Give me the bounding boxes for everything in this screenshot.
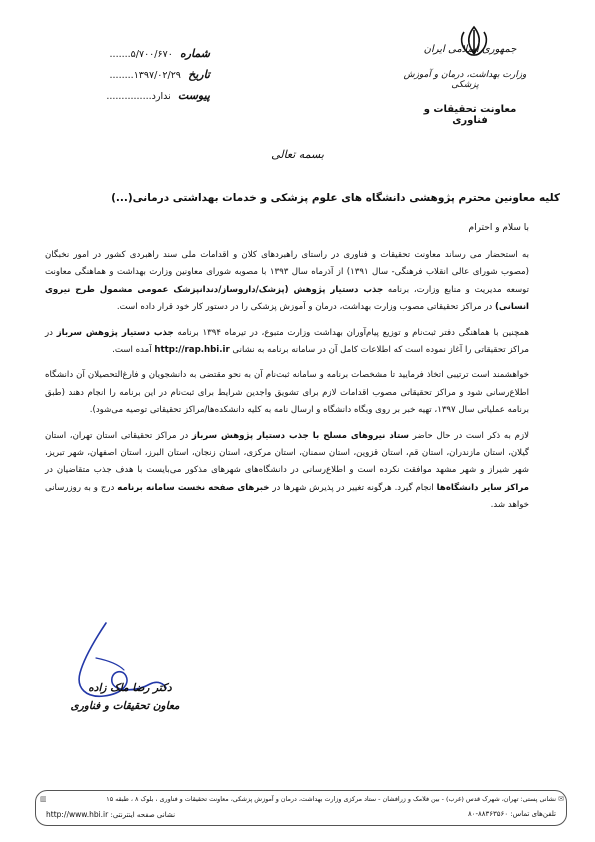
p4-bold-3: خبرهای صفحه نخست سامانه برنامه <box>117 482 270 493</box>
letter-date-row <box>60 65 210 86</box>
p1-text: به استحضار می رساند معاونت تحقیقات و فناوری در راستای راهبردهای کلان و اقدامات ملی سند راهبردی کشور در امور نخبگان (مصوب شورای عالی انقلاب فرهنگی- سال ۱۳۹۱) از آذرماه سال ۱۳۹۳ با مصوبه شورای معاونین وزارت بهداشت و هماهنگی معاونت توسعه مدیریت و منابع وزارت، برنامه <box>45 250 529 295</box>
letter-body <box>45 247 529 523</box>
paragraph-2 <box>45 325 529 360</box>
p4-text: لازم به ذکر است در حال حاضر <box>412 430 530 441</box>
signer-name: دکتر رضا ملک زاده <box>88 682 172 694</box>
p2-text-mid: در مراکز تحقیقاتی را آغاز نموده است که اطلاعات کامل آن در سامانه برنامه به نشانی <box>45 327 529 356</box>
p1-text-end: در مراکز تحقیقاتی مصوب وزارت بهداشت، درمان و آموزش پزشکی را در دستور کار خود قرار داده است. <box>116 302 493 313</box>
signer-title: معاون تحقیقات و فناوری <box>70 700 180 712</box>
p4-text-mid: در مراکز تحقیقاتی استان تهران، استان گیلان، استان مازندران، استان قم، استان قزوین، استان سمنان، استان مرکزی، استان زنجان، استان البرز، استان اصفهان، شهر تبریز، شهر شیراز و شهر مشهد موافقت نکرده است و اطلاع‌رسانی در دانشگاه‌های شهرهای مذکور می‌بایست با هدف جذب متقاضیان در <box>45 430 529 476</box>
letter-attachment-label: پیوست <box>177 89 210 102</box>
letter-number-label: شماره <box>179 47 210 60</box>
paragraph-1 <box>45 247 529 317</box>
p4-bold: ستاد نیروهای مسلح با جذب دستیار پژوهش سرباز <box>191 430 409 441</box>
program-url-link[interactable]: http://rap.hbi.ir <box>154 345 230 356</box>
footer-website-link[interactable]: http://www.hbi.ir <box>46 810 109 819</box>
footer-website <box>46 810 175 819</box>
p4-bold-2: مراکز سایر دانشگاه‌ها <box>436 482 529 493</box>
building-icon: ▥ <box>40 795 47 803</box>
greeting: با سلام و احترام <box>468 223 529 233</box>
letter-attachment-value: ندارد............... <box>106 91 171 102</box>
ministry-name-full: وزارت بهداشت، درمان و آموزش پزشکی <box>403 70 527 90</box>
footer-phone: تلفن‌های تماس: ۸۸۳۶۳۵۶۰-۸۰ <box>467 810 556 818</box>
p4-text-mid-2: انجام گیرد. هرگونه تغییر در پذیرش شهرها در <box>272 482 434 493</box>
letter-date-value: ۱۳۹۷/۰۲/۲۹........ <box>109 70 181 81</box>
p1-bold: جذب دستیار پژوهش (پزشک/داروساز/دندانپزشک عمومی مشمول طرح نیروی انسانی) <box>45 284 529 313</box>
letter-number-value: ۵/۷۰۰/۶۷۰....... <box>109 49 173 60</box>
footer-address: نشانی پستی: تهران، شهرک قدس (غرب) - بین فلامک و زرافشان - ستاد مرکزی وزارت بهداشت، درمان و آموزش پزشکی، معاونت تحقیقات و فناوری ، بلوک ۸ ، طبقه ۱۵ <box>106 795 556 803</box>
paragraph-4 <box>45 428 529 515</box>
mail-icon: ✉ <box>558 795 564 803</box>
p2-text: همچنین با هماهنگی دفتر ثبت‌نام و توزیع پیام‌آوران بهداشت وزارت متبوع، در تیرماه ۱۳۹۴ برنامه <box>177 327 530 338</box>
bismillah: بسمه تعالی <box>271 148 324 161</box>
footer-contact-row <box>46 810 556 822</box>
letter-date-label: تاریخ <box>188 68 210 81</box>
p2-text-end: آمده است. <box>112 345 152 356</box>
letter-attachment-row <box>60 86 210 107</box>
p3-text: خواهشمند است ترتیبی اتخاذ فرمایید تا مشخصات برنامه و سامانه ثبت‌نام آن به نحو مقتضی به دانشجویان و فارغ‌التحصیلان آن دانشگاه اطلاع‌رسانی شود و مراکز تحقیقاتی مصوب اقدامات لازم برای تشویق واجدین شرایط برای ثبت‌نام در این برنامه را انجام دهند (طبق برنامه عملیاتی سال ۱۳۹۷، تهیه خبر بر روی وبگاه دانشگاه و ارسال نامه به کلیه دانشکده‌ها/مراکز تحقیقاتی توصیه می‌شود). <box>45 370 529 416</box>
paragraph-3 <box>45 367 529 419</box>
footer-website-label: نشانی صفحه اینترنتی: <box>110 811 176 819</box>
p2-bold: جذب دستیار پژوهش سرباز <box>56 327 174 338</box>
addressee: کلیه معاونین محترم پژوهشی دانشگاه های علوم پزشکی و خدمات بهداشتی درمانی(...) <box>111 192 560 204</box>
p4-text-end: درج و به روزرسانی خواهد شد. <box>45 482 529 511</box>
ministry-name: جمهوری اسلامی ایران <box>423 44 517 55</box>
letter-number-row <box>60 44 210 65</box>
deputy-header: معاونت تحقیقات و فناوری <box>423 104 517 126</box>
signature-scribble-icon <box>66 618 186 708</box>
letter-meta <box>60 44 210 107</box>
letter-footer <box>35 790 567 826</box>
